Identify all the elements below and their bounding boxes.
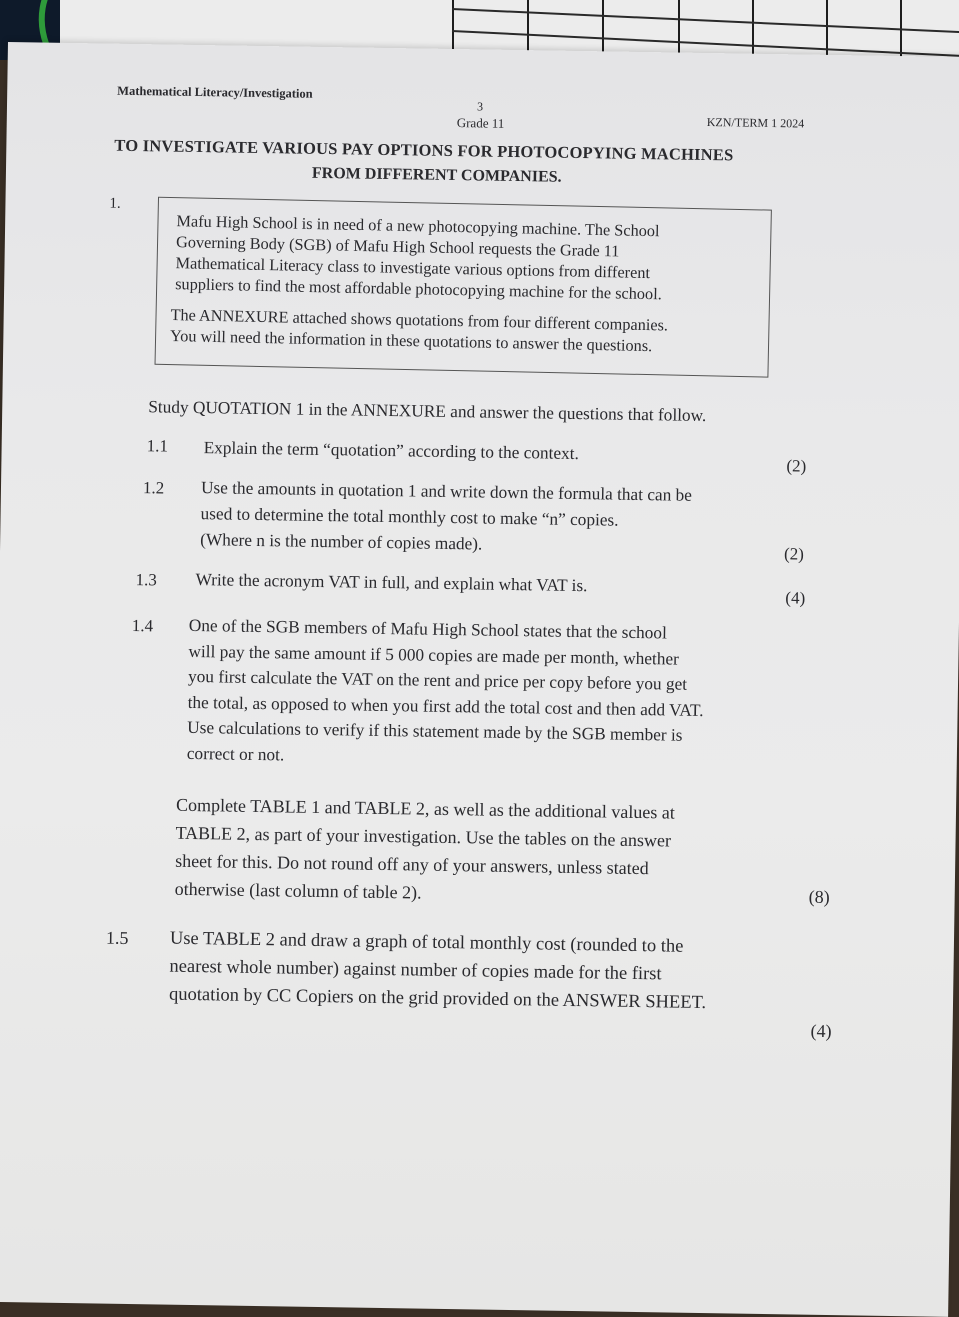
subquestion-number: 1.2	[142, 478, 165, 498]
text-line: TABLE 2, as part of your investigation. Use the tables on the answer	[175, 822, 672, 851]
page-number: 3	[476, 99, 484, 114]
marks-label: (4)	[810, 1020, 832, 1042]
subquestion-text	[169, 925, 707, 1017]
context-line: suppliers to find the most affordable photocopying machine for the school.	[175, 274, 662, 304]
context-line: Mafu High School is in need of a new photocopying machine. The School	[176, 211, 660, 241]
text-line: you first calculate the VAT on the rent and price per copy before you get	[187, 666, 688, 694]
marks-label: (4)	[785, 588, 806, 608]
context-paragraph-2	[170, 304, 668, 356]
question-number: 1.	[109, 195, 121, 212]
text-line: correct or not.	[186, 743, 285, 764]
instruction-text: Study QUOTATION 1 in the ANNEXURE and answer the questions that follow.	[148, 397, 707, 426]
text-line: Use TABLE 2 and draw a graph of total monthly cost (rounded to the	[169, 928, 684, 957]
context-box	[155, 197, 772, 378]
marks-label: (2)	[783, 544, 805, 564]
subquestion-number: 1.5	[105, 927, 129, 949]
page-title-line1: TO INVESTIGATE VARIOUS PAY OPTIONS FOR PHOTOCOPYING MACHINES	[114, 135, 734, 165]
text-line: nearest whole number) against number of copies made for the first	[169, 956, 662, 985]
text-line: quotation by CC Copiers on the grid provided on the ANSWER SHEET.	[168, 984, 707, 1014]
marks-label: (8)	[808, 886, 830, 908]
subquestion-number: 1.4	[131, 616, 154, 636]
term-label: KZN/TERM 1 2024	[706, 114, 805, 131]
context-line: Mathematical Literacy class to investigate various options from different	[175, 253, 651, 283]
subquestion-text-part-b	[175, 791, 676, 911]
marks-label: (2)	[786, 456, 807, 476]
context-line: Governing Body (SGB) of Mafu High School requests the Grade 11	[175, 232, 620, 261]
context-line: The ANNEXURE attached shows quotations from four different companies.	[170, 305, 669, 335]
subquestion-number: 1.1	[146, 436, 169, 456]
subquestion-number: 1.3	[135, 570, 157, 590]
exam-page	[0, 42, 959, 1317]
subquestion-text	[187, 613, 705, 774]
subject-header: Mathematical Literacy/Investigation	[117, 83, 313, 101]
text-line: will pay the same amount if 5 000 copies are made per month, whether	[188, 641, 679, 669]
context-line: You will need the information in these quotations to answer the questions.	[169, 326, 653, 356]
text-line: sheet for this. Do not round off any of your answers, unless stated	[175, 850, 649, 879]
text-line: Use the amounts in quotation 1 and write down the formula that can be	[200, 478, 693, 505]
subquestion-text: Write the acronym VAT in full, and explain what VAT is.	[195, 570, 588, 596]
text-line: otherwise (last column of table 2).	[174, 878, 422, 903]
subquestion-text: Explain the term “quotation” according to the context.	[203, 438, 580, 464]
text-line: used to determine the total monthly cost to make “n” copies.	[200, 504, 619, 530]
text-line: Use calculations to verify if this statement made by the SGB member is	[187, 717, 683, 745]
page-title-line2: FROM DIFFERENT COMPANIES.	[311, 164, 562, 186]
context-paragraph-1	[175, 210, 663, 304]
text-line: the total, as opposed to when you first add the total cost and then add VAT.	[187, 692, 704, 720]
text-line: One of the SGB members of Mafu High School states that the school	[188, 615, 667, 643]
text-line: (Where n is the number of copies made).	[200, 530, 483, 554]
text-line: Complete TABLE 1 and TABLE 2, as well as the additional values at	[175, 794, 675, 823]
subquestion-text	[200, 475, 692, 561]
grade-label: Grade 11	[456, 115, 505, 131]
